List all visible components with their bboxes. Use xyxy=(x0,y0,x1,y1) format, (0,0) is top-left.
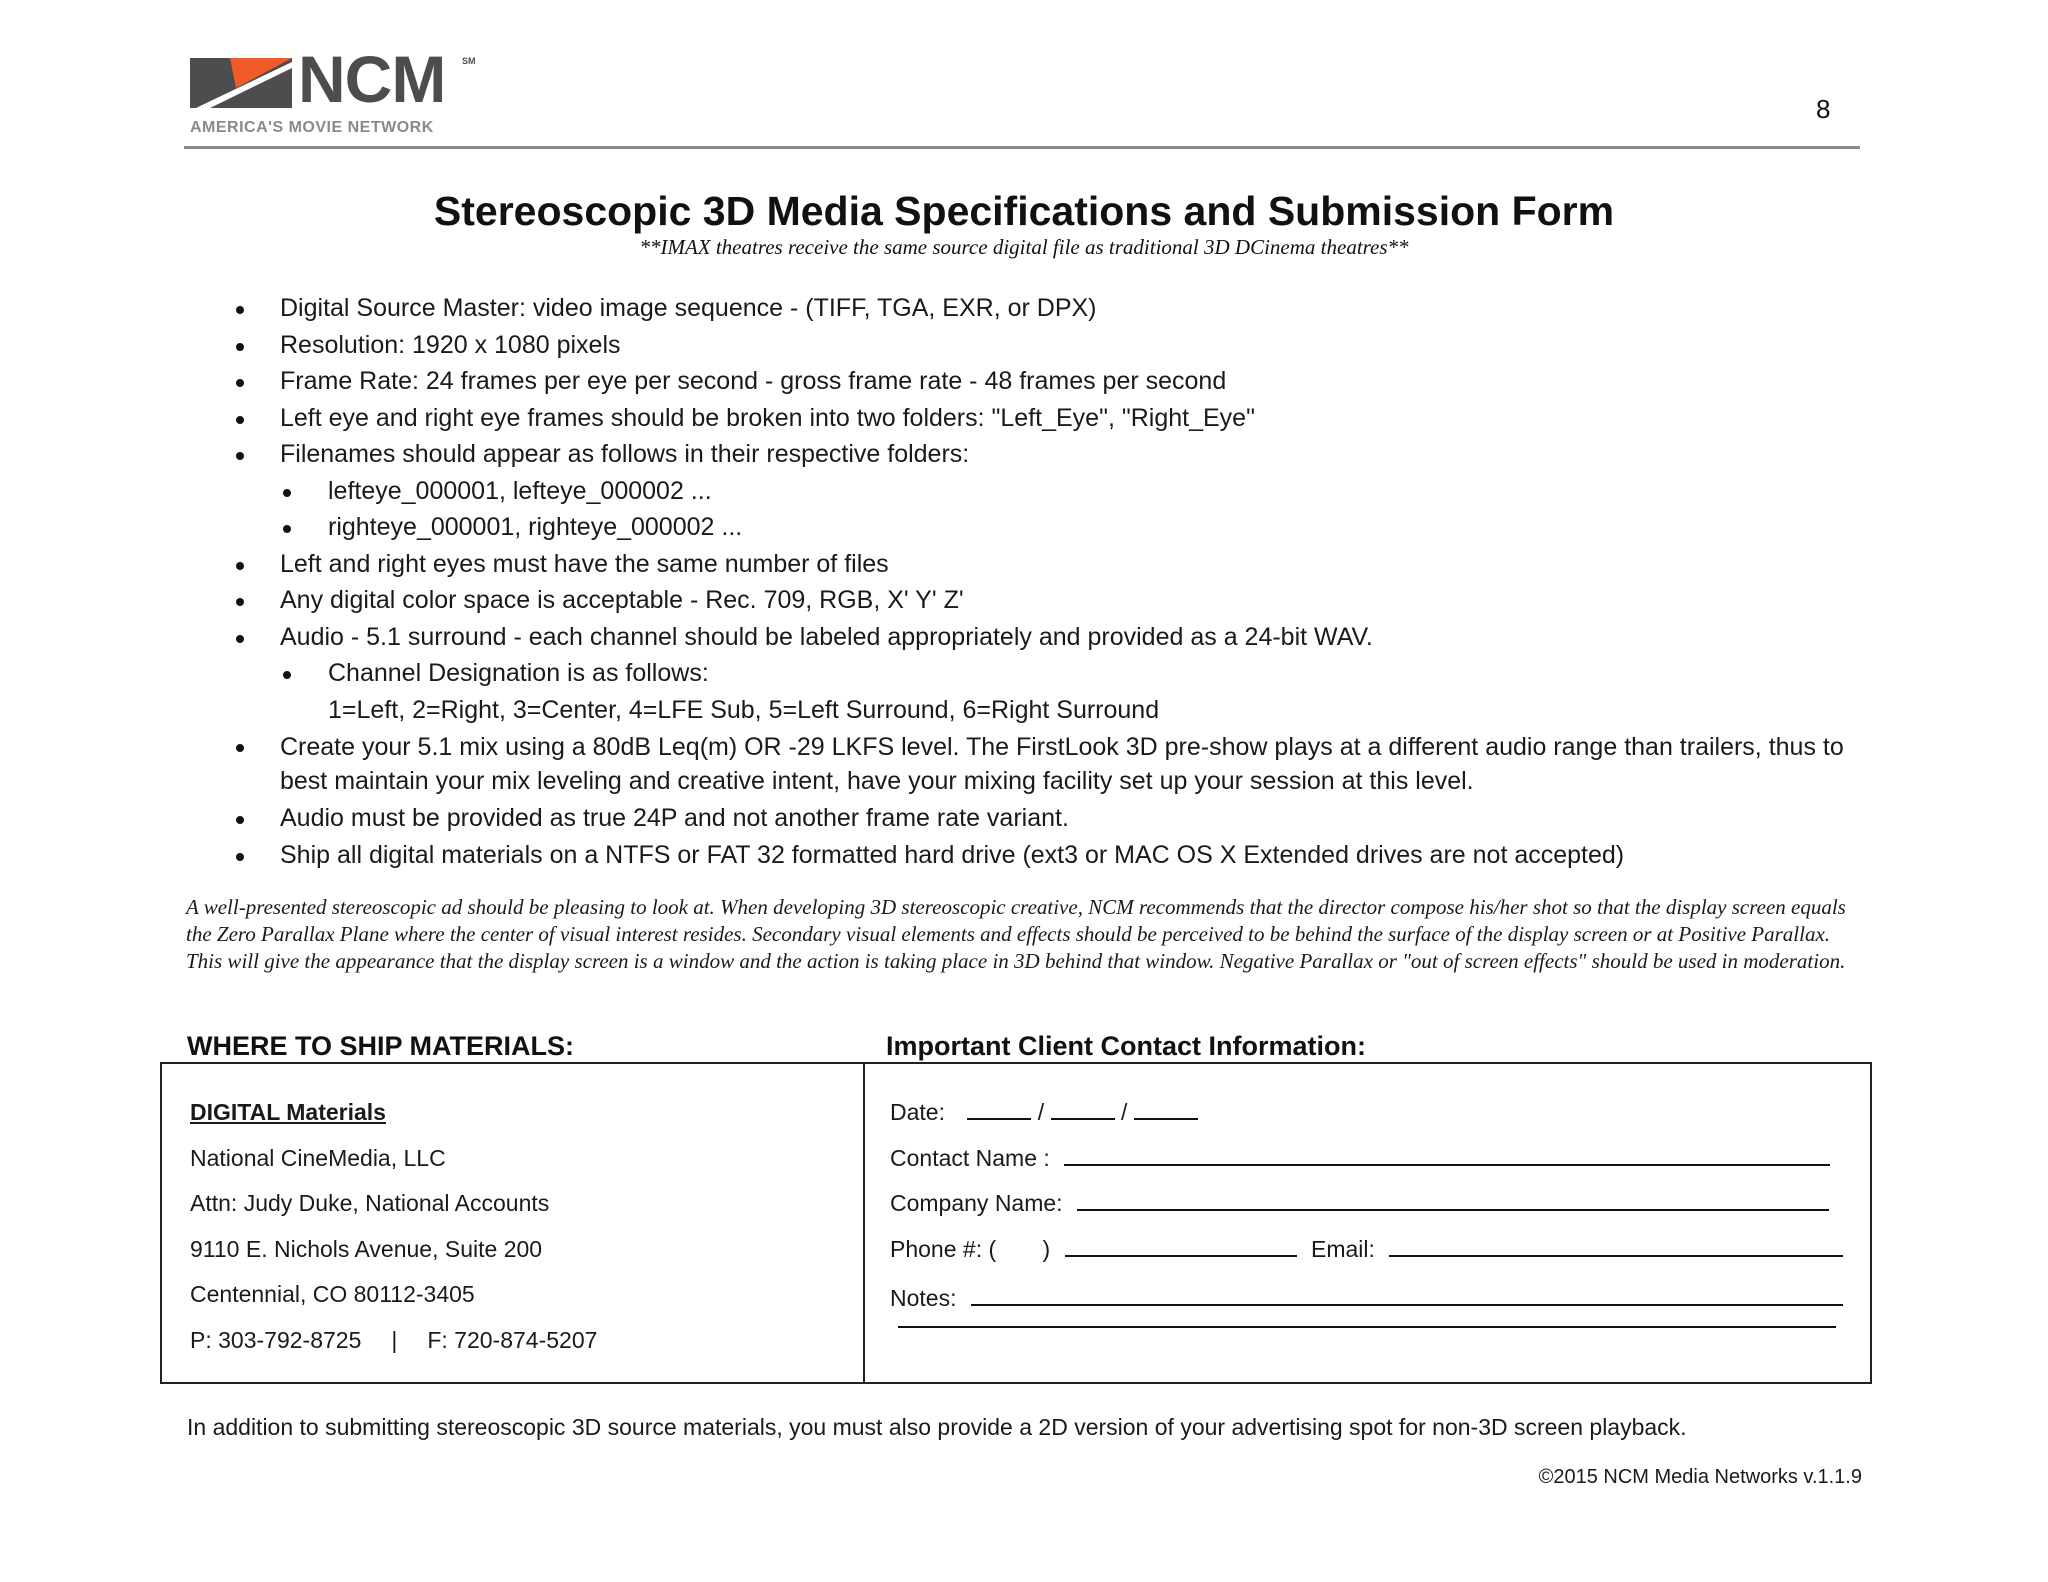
spec-item xyxy=(236,436,1856,473)
footer-2d-version-note: In addition to submitting stereoscopic 3D source materials, you must also provide a 2D version of your advertising spot for non-3D screen playback. xyxy=(187,1414,1687,1440)
spec-text: Any digital color space is acceptable - Rec. 709, RGB, X' Y' Z' xyxy=(280,586,964,614)
ship-materials-heading: WHERE TO SHIP MATERIALS: xyxy=(187,1031,575,1061)
spec-text: Left eye and right eye frames should be broken into two folders: "Left_Eye", "Right_Eye" xyxy=(280,403,1255,432)
page-title: Stereoscopic 3D Media Specifications and Submission Form xyxy=(433,188,1615,234)
spec-text: Frame Rate: 24 frames per eye per second - gross frame rate - 48 frames per second xyxy=(280,367,1227,395)
spec-item xyxy=(236,546,1856,583)
spec-item xyxy=(236,327,1856,364)
notes-field-line-2[interactable] xyxy=(898,1324,1836,1328)
ncm-logo-mark-icon xyxy=(190,58,292,108)
bullet-icon xyxy=(236,744,244,752)
spec-text: Left and right eyes must have the same number of files xyxy=(280,549,889,578)
spec-text: righteye_000001, righteye_000002 ... xyxy=(328,513,743,541)
email-field[interactable] xyxy=(1389,1235,1843,1257)
date-separator: / xyxy=(1037,1099,1045,1125)
bullet-icon xyxy=(236,452,244,460)
contact-name-field[interactable] xyxy=(1064,1144,1830,1166)
spec-text: 1=Left, 2=Right, 3=Center, 4=LFE Sub, 5=Left Surround, 6=Right Surround xyxy=(328,695,1160,724)
ship-street: 9110 E. Nichols Avenue, Suite 200 xyxy=(190,1235,543,1262)
spec-subitem xyxy=(236,655,1856,692)
spec-subitem xyxy=(236,509,1856,546)
phone-label: Phone #: ( xyxy=(890,1235,997,1262)
date-month-field[interactable] xyxy=(967,1098,1031,1120)
notes-field[interactable] xyxy=(971,1284,1843,1306)
phone-close-paren: ) xyxy=(1042,1235,1051,1262)
spec-text: Create your 5.1 mix using a 80dB Leq(m) OR -29 LKFS level. The FirstLook 3D pre-show plays at a different audio range than trailers, thus to best maintain your mix leveling and creative intent, have your mixing facility set up your session at this level. xyxy=(280,733,1844,795)
spec-item xyxy=(236,619,1856,656)
spec-text: Audio must be provided as true 24P and not another frame rate variant. xyxy=(280,804,1069,832)
ship-phone: P: 303-792-8725 xyxy=(190,1326,362,1353)
bullet-icon xyxy=(236,562,244,570)
spec-text: Channel Designation is as follows: xyxy=(328,659,709,687)
ship-address-block xyxy=(190,1090,840,1363)
contact-name-label: Contact Name : xyxy=(890,1144,1050,1171)
date-label: Date: xyxy=(890,1099,945,1125)
bullet-icon xyxy=(236,635,244,643)
phone-email-row xyxy=(890,1227,1840,1273)
company-name-field[interactable] xyxy=(1077,1189,1829,1211)
ncm-logo xyxy=(190,42,480,140)
ship-attention: Attn: Judy Duke, National Accounts xyxy=(190,1190,550,1216)
spec-item xyxy=(236,363,1856,400)
spec-text: lefteye_000001, lefteye_000002 ... xyxy=(328,476,712,505)
bullet-icon xyxy=(236,816,244,824)
logo-tagline: AMERICA'S MOVIE NETWORK xyxy=(190,119,434,136)
phone-field[interactable] xyxy=(1065,1235,1297,1257)
ship-phone-fax xyxy=(190,1318,840,1364)
page-number: 8 xyxy=(1816,94,1831,124)
ship-fax: F: 720-874-5207 xyxy=(427,1326,598,1353)
logo-wordmark: NCM xyxy=(298,42,446,116)
spec-item xyxy=(236,728,1856,800)
bullet-icon xyxy=(236,416,244,424)
page-subtitle: **IMAX theatres receive the same source digital file as traditional 3D DCinema theatres** xyxy=(639,235,1409,259)
spec-text: Ship all digital materials on a NTFS or FAT 32 formatted hard drive (ext3 or MAC OS X Extended drives are not accepted) xyxy=(280,840,1625,869)
spec-item xyxy=(236,290,1856,327)
spec-continuation xyxy=(236,692,1856,729)
contact-name-row xyxy=(890,1136,1840,1182)
notes-row xyxy=(890,1276,1840,1322)
form-column-divider xyxy=(863,1064,865,1382)
stereoscopic-advice-paragraph: A well-presented stereoscopic ad should be pleasing to look at. When developing 3D stereoscopic creative, NCM recommends that the director compose his/her shot so that the display screen equals the Zero Parallax Plane where the center of visual interest resides. Secondary visual elements and effects should be perceived to be behind the surface of the display screen or at Positive Parallax. This will give the appearance that the display screen is a window and the action is taking place in 3D behind that window. Negative Parallax or "out of screen effects" should be used in moderation. xyxy=(186,895,1846,973)
spec-text: Resolution: 1920 x 1080 pixels xyxy=(280,330,621,359)
bullet-icon xyxy=(236,598,244,606)
company-name-label: Company Name: xyxy=(890,1190,1063,1216)
submission-form-box xyxy=(160,1062,1872,1384)
bullet-icon xyxy=(236,306,244,314)
spec-item xyxy=(236,800,1856,837)
company-name-row xyxy=(890,1181,1840,1227)
logo-service-mark: SM xyxy=(462,56,476,66)
bullet-icon xyxy=(236,343,244,351)
spec-text: Audio - 5.1 surround - each channel should be labeled appropriately and provided as a 24-bit WAV. xyxy=(280,622,1373,651)
copyright-notice: ©2015 NCM Media Networks v.1.1.9 xyxy=(1538,1466,1862,1488)
header-divider xyxy=(184,146,1860,149)
spec-subitem xyxy=(236,473,1856,510)
spec-item xyxy=(236,582,1856,619)
spec-text: Digital Source Master: video image sequence - (TIFF, TGA, EXR, or DPX) xyxy=(280,294,1097,322)
bullet-icon xyxy=(283,525,291,533)
email-label: Email: xyxy=(1310,1235,1375,1262)
date-year-field[interactable] xyxy=(1134,1098,1198,1120)
spec-item xyxy=(236,400,1856,437)
bullet-icon xyxy=(236,853,244,861)
spec-list xyxy=(236,290,1856,873)
spec-item xyxy=(236,837,1856,874)
date-separator: / xyxy=(1120,1099,1128,1125)
ship-city: Centennial, CO 80112-3405 xyxy=(190,1281,475,1307)
spec-text: Filenames should appear as follows in their respective folders: xyxy=(280,440,970,468)
ship-company: National CineMedia, LLC xyxy=(190,1144,446,1171)
bullet-icon xyxy=(283,671,291,679)
notes-label: Notes: xyxy=(890,1285,957,1311)
client-contact-block xyxy=(890,1090,1840,1322)
digital-materials-label: DIGITAL Materials xyxy=(190,1099,386,1125)
date-row xyxy=(890,1090,1840,1136)
date-day-field[interactable] xyxy=(1051,1098,1115,1120)
bullet-icon xyxy=(236,379,244,387)
bullet-icon xyxy=(283,489,291,497)
phone-fax-separator: | xyxy=(391,1326,398,1353)
client-contact-heading: Important Client Contact Information: xyxy=(886,1031,1366,1061)
